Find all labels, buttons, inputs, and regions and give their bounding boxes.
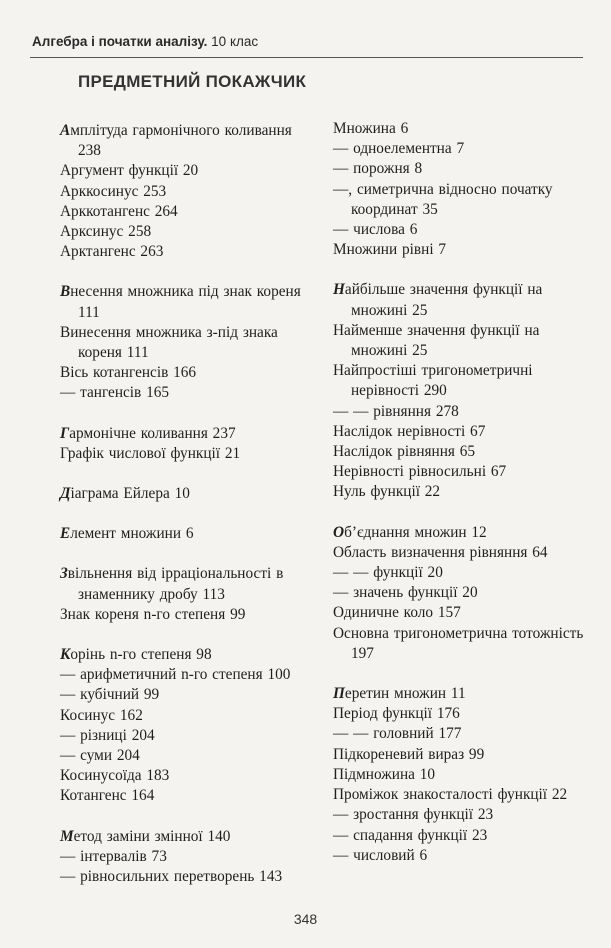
index-entry-text: Арккосинус 253 [60,182,167,200]
index-entry [333,684,591,704]
index-entry-text: Косинус 162 [60,706,143,724]
index-entry [333,724,591,744]
index-entry [333,846,591,866]
index-entry-text: еретин множин 11 [344,685,466,703]
index-entry-text: Проміжок знакосталості функції 22 [333,786,568,804]
index-entry-initial: О [333,523,345,541]
index-entry [60,484,315,504]
index-entry [60,786,315,806]
index-letter-group [60,282,315,403]
index-entry-text: — суми 204 [60,747,140,765]
index-entry [60,161,315,181]
index-column-left [60,121,315,907]
index-letter-group [60,564,315,625]
index-entry-text: б’єднання множин 12 [344,523,487,541]
index-entry-text: — арифметичний n-го степеня 100 [60,666,291,684]
index-entry-initial: М [60,827,74,845]
index-entry-text: Косинусоїда 183 [60,767,170,785]
index-entry-text: Вісь котангенсів 166 [60,364,197,382]
index-entry [333,139,591,159]
index-entry [60,121,315,161]
index-entry-text: — кубічний 99 [60,686,160,704]
index-entry [333,603,591,623]
index-entry-text: Підмножина 10 [333,765,436,783]
index-entry [60,424,315,444]
index-entry [333,280,591,320]
index-entry-text: — спадання функції 23 [333,826,488,844]
index-entry-initial: В [60,283,71,301]
index-entry-text: Нерівності рівносильні 67 [333,463,507,481]
index-column-right [333,119,591,886]
index-entry-text: несення множника під знак кореня 111 [70,283,301,321]
index-entry [333,745,591,765]
index-letter-group [60,121,315,262]
index-entry [333,785,591,805]
index-entry-text: Множина 6 [333,120,409,137]
index-entry-initial: З [60,565,68,583]
index-entry [60,182,315,202]
index-entry-text: — значень функції 20 [333,584,478,602]
index-entry [333,220,591,240]
index-entry [333,704,591,724]
index-entry [60,605,315,625]
index-entry-text: — тангенсів 165 [60,384,170,402]
book-title: Алгебра і початки аналізу. [32,34,208,49]
index-entry-text: Множини рівні 7 [333,241,447,259]
index-entry [60,665,315,685]
index-entry-text: Арксинус 258 [60,223,152,241]
index-entry [60,645,315,665]
index-entry-text: Графік числової функції 21 [60,444,241,462]
index-entry [60,726,315,746]
index-entry-text: —, симетрична відносно початку координат 35 [333,180,553,218]
index-entry-text: — різниці 204 [60,726,155,744]
page-number: 348 [293,911,318,927]
index-entry [333,180,591,220]
index-entry-text: — порожня 8 [333,160,423,178]
index-entry-text: — інтервалів 73 [60,847,167,865]
index-entry [333,119,591,139]
index-entry [333,402,591,422]
index-entry [333,361,591,401]
index-entry-text: — рівносильних перетворень 143 [60,868,283,886]
section-title: ПРЕДМЕТНИЙ ПОКАЖЧИК [78,72,307,91]
index-entry [60,706,315,726]
index-entry [333,563,591,583]
index-letter-group [333,280,591,502]
index-entry-text: Наслідок рівняння 65 [333,443,476,461]
grade-label: 10 клас [211,34,259,49]
index-entry-text: Період функції 176 [333,705,460,723]
index-entry [60,746,315,766]
index-entry-text: Найпростіші тригонометричні нерівності 290 [333,362,533,400]
index-entry [60,383,315,403]
index-entry [333,523,591,543]
index-letter-group [60,484,315,504]
index-entry-text: армонічне коливання 237 [69,424,236,442]
index-entry-initial: Г [60,424,70,442]
index-entry-text: — числовий 6 [333,846,428,864]
index-entry [333,624,591,664]
index-entry-initial: Д [60,485,71,503]
index-entry-text: айбільше значення функції на множині 25 [344,281,543,319]
index-entry [60,847,315,867]
index-letter-group [60,645,315,807]
index-letter-group [333,523,591,664]
index-entry-initial: Е [60,525,71,543]
index-entry-initial: А [60,122,71,139]
index-entry [333,442,591,462]
index-letter-group [60,827,315,888]
index-entry [333,422,591,442]
index-entry-text: — зростання функції 23 [333,806,494,824]
index-entry-text: Знак кореня n-го степеня 99 [60,605,246,623]
index-entry-text: іаграма Ейлера 10 [70,485,190,503]
index-entry-initial: Н [333,281,345,299]
index-entry-text: лемент множини 6 [70,525,194,543]
running-head [32,34,258,49]
index-entry [333,321,591,361]
index-entry-text: Арктангенс 263 [60,243,164,261]
index-entry [60,444,315,464]
index-entry [60,242,315,262]
index-entry-initial: К [60,646,71,664]
index-entry [60,363,315,383]
index-entry-text: Аргумент функції 20 [60,162,199,180]
index-letter-group [333,684,591,866]
index-letter-group [60,524,315,544]
index-entry [60,323,315,363]
index-entry [333,826,591,846]
index-entry [60,202,315,222]
index-entry [60,685,315,705]
index-entry [333,159,591,179]
index-entry-text: Котангенс 164 [60,787,155,805]
index-entry [333,240,591,260]
index-entry [333,543,591,563]
index-entry [333,765,591,785]
index-entry [60,827,315,847]
index-entry-text: Одиничне коло 157 [333,604,461,622]
index-entry [60,564,315,604]
index-entry [333,583,591,603]
index-entry-text: Основна тригонометрична тотожність 197 [333,624,584,662]
index-entry-text: вільнення від ірраціональності в знаменнику дробу 113 [67,565,284,603]
index-entry-text: Область визначення рівняння 64 [333,543,548,561]
index-entry-text: мплітуда гармонічного коливання 238 [70,122,292,160]
index-entry [333,805,591,825]
index-entry [60,524,315,544]
index-entry [60,222,315,242]
index-letter-group [333,119,591,260]
index-entry-text: — числова 6 [333,221,418,239]
index-entry-text: — — функції 20 [333,564,443,582]
index-entry [333,482,591,502]
index-entry-text: Нуль функції 22 [333,483,441,501]
index-entry-text: етод заміни змінної 140 [73,827,231,845]
index-entry-text: Винесення множника з-під знака кореня 111 [60,323,278,362]
index-entry [60,867,315,887]
index-entry-text: Арккотангенс 264 [60,202,178,220]
index-entry-text: орінь n-го степеня 98 [70,646,212,664]
header-rule [30,57,583,58]
index-letter-group [60,424,315,464]
index-entry-initial: П [333,685,345,703]
index-entry-text: — — рівняння 278 [333,402,459,420]
index-entry-text: Найменше значення функції на множині 25 [333,321,540,360]
index-entry [333,462,591,482]
index-entry-text: Наслідок нерівності 67 [333,422,486,440]
index-entry-text: Підкореневий вираз 99 [333,745,485,763]
index-entry [60,766,315,786]
index-entry-text: — одноелементна 7 [333,140,465,158]
index-entry-text: — — головний 177 [333,725,462,743]
index-entry [60,282,315,322]
